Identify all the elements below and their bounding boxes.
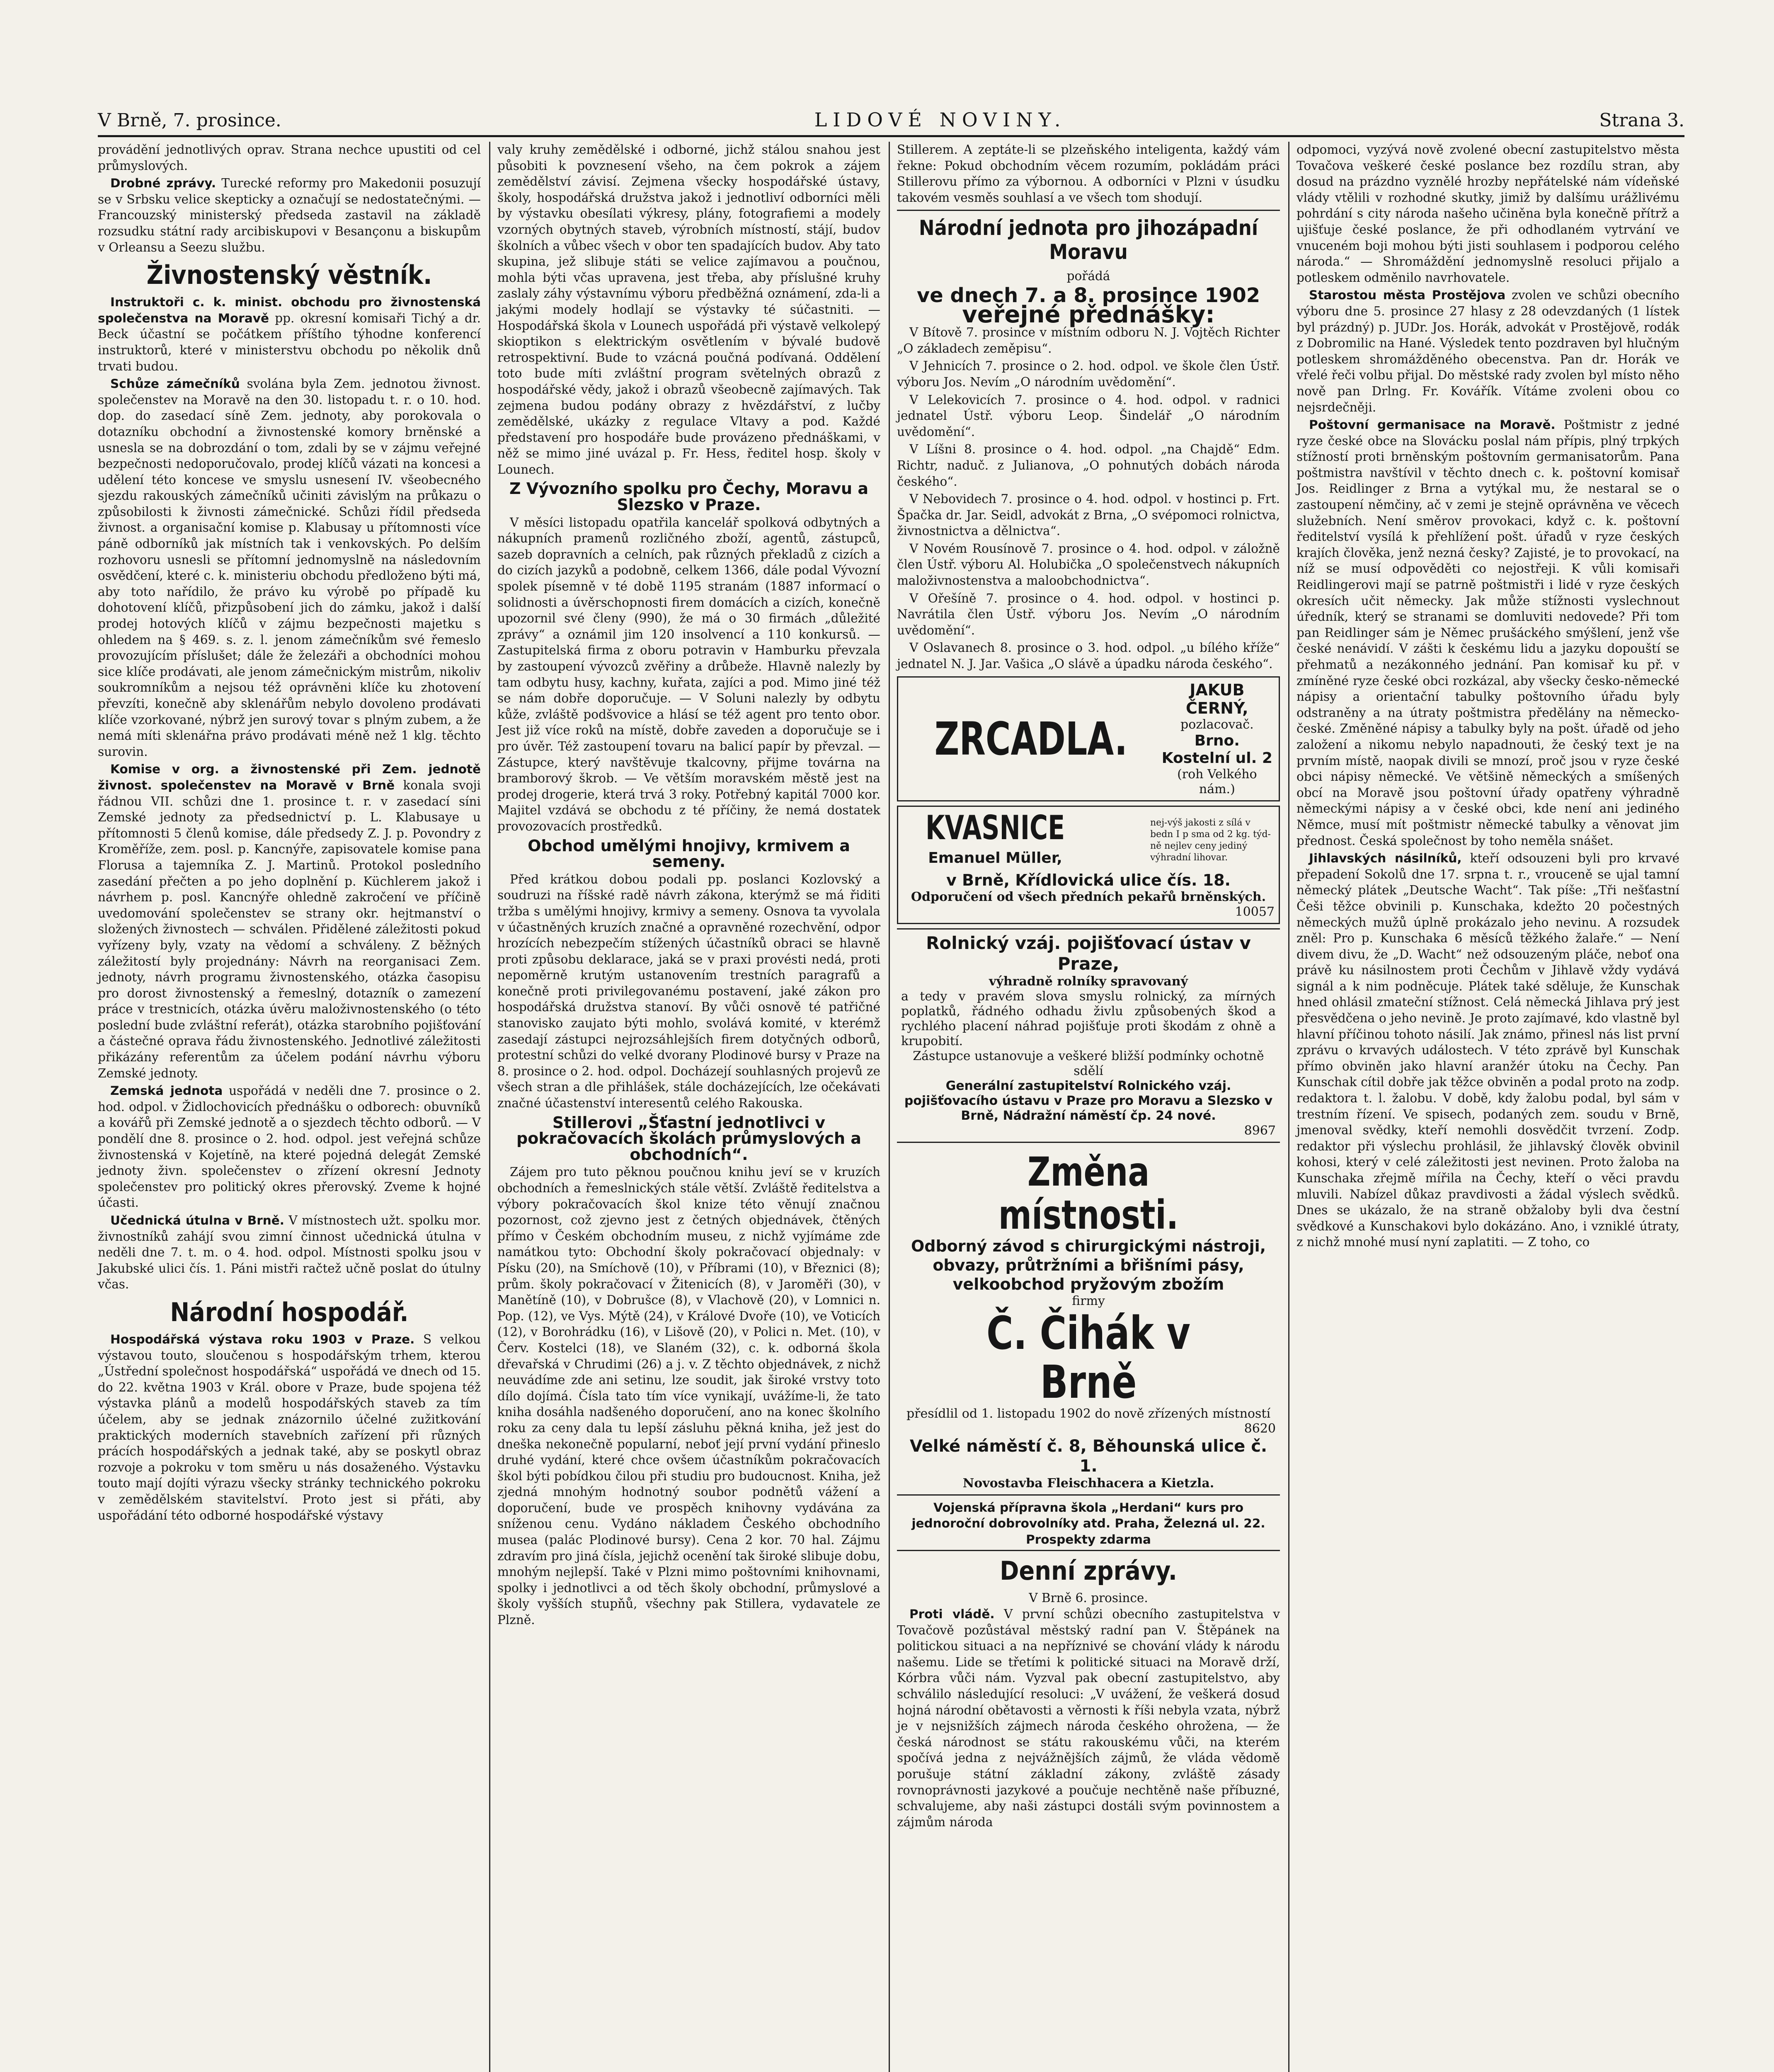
advert-relocation (897, 1147, 1280, 1496)
advert-yeast (897, 806, 1280, 924)
paragraph (98, 294, 481, 374)
paragraph-text: V místnostech užt. spolku mor. živnostníků zahájí svou zimní činnost učednická útulna v neděli dne 7. t. m. o 4. hod. odpol. Místnosti spolku jsou v Jakubské ulici čís. 1. Páni mistři račtež učně poslat do útulny včas. (98, 1213, 481, 1292)
paragraph (1297, 287, 1679, 415)
header-date: V Brně, 7. prosince. (98, 110, 281, 131)
notice-title: Národní jednota pro jihozápadní Moravu (919, 216, 1258, 264)
section-heading: Z Vývozního spolku pro Čechy, Moravu a Slezsko v Praze. (509, 479, 868, 514)
paragraph-text: Turecké reformy pro Makedonii posuzují se v Srbsku velice skepticky a označují se nedostatečnými. — Francouzský ministerský předseda zastavil na základě rozsudku státní rady arcibiskupovi v Besançonu a biskupům v Orleansu a Seezu službu. (98, 176, 481, 254)
advert-firm-label: firmy (1072, 1293, 1105, 1308)
paragraph (98, 761, 481, 1081)
masthead: LIDOVÉ NOVINY. (814, 109, 1066, 131)
advert-text: Zástupce ustanovuje a veškeré bližší podmínky ochotně sdělí (913, 1048, 1264, 1078)
paragraph: Zájem pro tuto pěknou poučnou knihu jeví se v kruzích obchodních a řemeslnických stále větší. Zvláště ředitelstva a výbory pokračovacích škol knize této věnují značnou pozornost, což zjevno jest z četných objednávek, čtěných přímo v Českém obchodním museu, z nichž vyjímáme zde namátkou tyto: Obchodní školy pokračovací objednaly: v Písku (20), na Smíchově (10), v Příbrami (10), v Březnici (8); prům. školy pokračovací v Žitenicích (8), v Jaroměři (30), v Manětíně (10), v Dobrušce (8), v Vlachově (20), v Lomnici n. Pop. (12), ve Vys. Mýtě (24), v Králové Dvoře (10), ve Voticích (12), v Borohrádku (16), v Lišově (20), v Polici n. Met. (10), v Červ. Kostelci (18), ve Slaném (32), c. k. odborná škola dřevařská v Chrudimi (26) a j. v. Z těchto objednávek, z nichž neuvádíme zde ani setinu, lze soudit, jak široké vrstvy toto dílo dojímá. Čísla tato tím více vynikají, uvážíme-li, že tato kniha dosáhla nadšeného doporučení, ano na konec školního roku za ceny dala tu lepší zásluhu pěkná kniha, jež jest do dneška nekonečně popularní, neboť její první vydání přineslo druhé vydání, které chce ovšem účastníkům pokračovacích škol býti pobídkou čilou při studiu pro budoucnost. Kniha, jež zjedná mnohým hodnotný soubor podnětů vážení a doporučení, bude ve prospěch knihovny vydávána za sníženou cenu. Vydáno nákladem Českého obchodního musea (palác Plodinové bursy). Cena 2 kor. 70 hal. Zájmu zdravím pro jiná čísla, jejichž ocenění tak široké slibuje dobu, mnohým nejlepší. Také v Plzni mimo poštovními knihovnami, spolky i jednotlivci a od těch školy obchodní, průmyslové a školy vyšších stupňů, všechny pak Stillera, vydavatele ze Plzně. (497, 1165, 880, 1627)
notice-lectures (897, 216, 1280, 328)
advert-headline: Změna místnosti. (998, 1148, 1179, 1238)
advert-note: (roh Velkého nám.) (1177, 767, 1257, 796)
paragraph-text: uspořádá v neděli dne 7. prosince o 2. hod. odpol. v Židlochovicích přednášku o odborech: obuvníků a kovářů při Zemské jednotě a o sjezdech těchto odborů. — V pondělí dne 8. prosince o 2. hod. odpol. jest veřejná schůze živnostenská v Kojetíně, na které pojedná delegát Zemské jednoty živn. společenstev o zřízení okresní Jednoty společenstev pro politický okres přerovský. Zveme k hojné účasti. (98, 1084, 481, 1210)
page-header (98, 100, 1684, 137)
paragraph: V Bítově 7. prosince v místním odboru N. J. Vojtěch Richter „O základech zeměpisu“. (897, 325, 1280, 356)
advert-name: Emanuel Müller, (928, 849, 1062, 867)
divider (897, 210, 1280, 211)
notice-dates: ve dnech 7. a 8. prosince 1902 (916, 283, 1260, 307)
section-heading: Obchod umělými hnojivy, krmivem a semeny. (528, 836, 850, 871)
column-rule (889, 142, 890, 2072)
paragraph-lead: Jihlavských násilníků, (1309, 851, 1462, 866)
paragraph: V Lelekovicích 7. prosince o 4. hod. odpol. v radnici jednatel Ústř. výboru Leop. Šindelář „O národním uvědomění“. (897, 392, 1280, 439)
paragraph: V Oslavanech 8. prosince o 3. hod. odpol. „u bílého kříže“ jednatel N. J. Jar. Vašica „O slávě a úpadku národa českého“. (897, 641, 1280, 671)
column-2 (497, 142, 880, 1630)
advert-text: přesídlil od 1. listopadu 1902 do nově zřízených místností (906, 1406, 1271, 1421)
paragraph (1297, 417, 1679, 849)
advert-building: Novostavba Fleischhacera a Kietzla. (962, 1476, 1214, 1491)
paragraph (98, 376, 481, 760)
paragraph: V Nebovidech 7. prosince o 4. hod. odpol. v hostinci p. Frt. Špačka dr. Jar. Seidl, advokát z Brna, „O svépomoci rolnictva, živnostnictva a dělnictva“. (897, 492, 1280, 538)
advert-address: Brno. Kostelní ul. 2 (1161, 732, 1272, 767)
paragraph-text: zvolen ve schůzi obecního výboru dne 5. prosince 27 hlasy z 28 odevzdaných (1 lístek byl prázdný) p. JUDr. Jos. Horák, advokát v Prostějově, rodák z Dobromilic na Hané. Výsledek tento pozdraven byl hlučným potleskem shromážděného obecenstva. Pan dr. Horák ve vřelé řeči volbu přijal. Do městské rady zvolen byl místo něho nově pan Drlng. Fr. Kovářík. Vítáme zvoleni obou co nejsrdečněji. (1297, 288, 1679, 414)
advert-headline: Rolnický vzáj. pojišťovací ústav v Praze, (926, 932, 1251, 974)
advert-subtitle: výhradně rolníky spravovaný (989, 974, 1188, 989)
paragraph-lead: Hospodářská výstava roku 1903 v Praze. (110, 1332, 415, 1346)
advert-number: 8620 (1244, 1421, 1276, 1436)
advert-address: v Brně, Křídlovická ulice čís. 18. (946, 871, 1231, 889)
paragraph: V Líšni 8. prosince o 4. hod. odpol. „na Chajdě“ Edm. Richtr, naduč. z Julianova, „O pohnutých dobách národa českého“. (897, 442, 1280, 489)
advert-firm-name: Č. Čihák v Brně (986, 1306, 1190, 1409)
paragraph (897, 1606, 1280, 1830)
paragraph-text: pp. okresní komisaři Tichý a dr. Beck účastní se počátkem příštího týhodne konferencí instruktorů, které v ministerstvu obchodu po několik dnů trvati budou. (98, 311, 481, 373)
paragraph-lead: Schůze zámečníků (110, 377, 240, 391)
paragraph-text: kteří odsouzeni byli pro krvavé přepadení Sokolů dne 17. srpna t. r., vrouceně se ujal tamní německý plátek „Deutsche Wacht“. Tak píše: „Tři nešťastní Češi těžce obvinili p. Kunschaka, kdežto 20 počestných německých mužů úplně prokázalo jeho nevinu. A rozsudek zněl: Pro p. Kunschaka 6 měsíců těžkého žalaře.“ — Není divem divu, že „D. Wacht“ než odsouzeným pláče, neboť ona právě ku násilnostem proti Čechům v Jihlavě vždy vydává signál a k nim podněcuje. Plátek také sděluje, že Kunschak hned ohlásil zmateční stížnost. Celá německá Jihlava prý jest přesvědčena o jeho nevině. Je proto zajímavé, kdo vlastně byl hlavní příčinou tohoto násilí. Jak známo, přinesl nás list první zprávu o krvavých událostech. V této zprávě byl Kunschak přímo obviněn jako hlavní aranžér útoku na Čechy. Pan Kunschak cítil dobře jak těžce obviněn a podal proto na zodp. redaktora t. l. žalobu. V době, kdy žalobu podal, byl sám v trestním řízení. Ve spisech, podaných zem. soudu v Brně, jmenoval svědky, kteří nemohli dosvědčit tvrzení. Zodp. redaktor při výslechu prohlásil, že jihlavský člověk obvinil kohosi, který v celé záležitosti jest nevinen. Proto žaloba na Kunschaka zřejmě mířila na Čechy, kteří o věci pravdu mluvili. Nabízel důkaz pravdivosti a žádal výslech svědků. Dnes se ukázalo, že na straně obžaloby byli dva čestní svědkové a Kunschakovi bylo dokázáno. Ano, i vzniklé útraty, z nichž mnohé musí nyní zaplatiti. — Z toho, co (1297, 851, 1679, 1249)
paragraph (98, 1213, 481, 1293)
paragraph: provádění jednotlivých oprav. Strana nechce upustiti od cel průmyslových. (98, 143, 481, 173)
advert-insurance (897, 928, 1280, 1143)
paragraph-lead: Instruktoři c. k. minist. obchodu pro živnostenská společenstva na Moravě (98, 295, 481, 325)
advert-text: nej-výš jakosti z sílá v bedn I p sma od 2 kg. týd-ně nejlev ceny jediný výhradní lihovar. (1150, 817, 1271, 863)
section-heading: Stillerovi „Šťastní jednotlivci v pokračovacích školách průmyslových a obchodních“. (516, 1113, 861, 1164)
paragraph (98, 1083, 481, 1211)
notice-subtitle: veřejné přednášky: (962, 301, 1215, 328)
advert-number: 8967 (1244, 1123, 1276, 1138)
section-heading: Denní zprávy. (1000, 1556, 1177, 1586)
advert-address: Velké náměstí č. 8, Běhounská ulice č. 1. (909, 1436, 1267, 1476)
paragraph-lead: Komise v org. a živnostenské při Zem. jednotě živnost. společenstev na Moravě v Brně (98, 762, 481, 792)
paragraph-text: Poštmistr z jedné ryze české obce na Slovácku poslal nám přípis, plný trpkých stížností proti brněnským poštovním germanisatorům. Pana poštmistra navštívil v těchto dnech c. k. poštovní komisař Jos. Reidlinger z Brna a vytýkal mu, že nestaral se o zastoupení němčiny, ač v zemi je stejně oprávněna ve věcech služebních. Není směrov provokaci, když c. k. poštovní ředitelství vysílá k přehlížení pošt. úřadů v ryze českých krajích člověka, jenž nezná česky? Zajisté, je to provokací, na níž se musí odpověděti co nejostřeji. K vůli komisaři Reidlingerovi mají se patrně poštmistři i lidé v ryze českých okresích učit německy. Jak může stížnosti vyslechnout úředník, který se stranami se domluviti nedovede? Při tom pan Reidlinger sám je Němec prušáckého smýšlení, jenž vše české nenávidí. V zášti k českému lidu a jazyku dopouští se přehmatů a nezákonného jednání. Pan komisař ku př. v zmíněné ryze české obci rozkázal, aby všecky česko-německé nápisy a orientační tabulky poštovního úřadu byly odstraněny a na útraty poštmistra předělány na německo-české. Změněné nápisy a tabulky byly na pošt. úřadě od jeho založení a nikomu nebylo napadnouti, že český text je na prvním místě, naopak divili se mnozí, proč jsou v ryze české obci nápisy německé. Ve většině německých a smíšených obcí na Moravě jsou poštovní úřady opatřeny výhradně německými nápisy a v české obci, kde není ani jediného Němce, musí mít poštmistr německé tabulky a věnovat jim přednost. Česká společnost by toho neměla snášet. (1297, 418, 1679, 848)
paragraph: valy kruhy zemědělské i odborné, jichž stálou snahou jest působiti k povznesení všeho, na čem pokrok a zájem zemědělství závisí. Zejmena všecky hospodářské ústavy, školy, hospodářská družstva jakož i jednotliví odborníci měli by výstavku obesílati výkresy, plány, fotografiemi a modely vzorných obytných staveb, výrobních místností, stájí, budov školních a vůbec všech v obor ten spadajících budov. Aby tato skupina, jež slibuje státi se velice zajímavou a poučnou, mohla býti včas upravena, jest třeba, aby příslušné kruhy zaslaly záhy výstavnímu výboru předběžná oznámení, zda-li a jakými modely hodlají se výstavky té súčastniti. — Hospodářská škola v Lounech uspořádá při výstavě velkolepý skioptikon s elektrickým osvětlením v bývalé budově retrospektivní. Bude to vzácná poučná podívaná. Oddělení toto bude míti zvláštní program světelných obrazů z hospodářské vědy, jakož i obrazů všeobecně zajímavých. Tak zejmena budou podány obrazy z hvězdářství, z lučby zemědělské, ukázky z regulace Vltavy a pod. Každé představení pro hospodáře bude provázeno přednáškami, v něž se mimo jiné uvázal p. Fr. Hess, ředitel hosp. školy v Lounech. (497, 143, 880, 477)
newspaper-page (98, 100, 1684, 2072)
paragraph: V Ořešíně 7. prosince o 4. hod. odpol. v hostinci p. Navrátila člen Ústř. výboru Jos. Nevím „O národním uvědomění“. (897, 591, 1280, 637)
paragraph-lead: Proti vládě. (909, 1607, 995, 1621)
paragraph-text: konala svoji řádnou VII. schůzi dne 1. prosince t. r. v zasedací síni Zemské jednoty za předsednictví p. L. Klabusaye u přítomnosti 5 členů komise, dále předsedy Z. J. p. Povondry z Kroměříže, zem. posl. p. Kancnýře, zapisovatele komise pana Florusa a tajemníka Z. J. Martinů. Protokol posledního zasedání přečten a po jeho doplnění p. Küchlerem jakož i návrhem p. posl. Kancnýře ohledně zakročení ve příčině uvedomování společenstev se strany okr. hejtmanství o složených živnostech — schválen. Přidělené záležitosti pokud vyřízeny byly, vzaty na vědomí a schváleny. Z běžných záležitostí byly projednány: Návrh na reorganisaci Zem. jednoty, návrh programu živnostenského, otázka časopisu pro dorost živnostenský a řemeslný, dotazník o zamezení práce v trestnicích, otázka úvěru maloživnostenského (o této poslední bude zvláštní referát), otázka starobního pojišťování a částečné oprava řádu živnostenského. Jednotlivé záležitosti přikázány referentům za účelem podání návrhu výboru Zemské jednoty. (98, 778, 481, 1080)
paragraph-lead: Drobné zprávy. (110, 176, 216, 191)
notice-pora: pořádá (1066, 269, 1110, 283)
advert-note: Odporučení od všech předních pekařů brněnských. (911, 889, 1266, 904)
advert-number: 10057 (1235, 904, 1275, 919)
column-4 (1297, 142, 1679, 1252)
paragraph: V Novém Rousínově 7. prosince o 4. hod. odpol. v záložně člen Ústř. výboru Al. Holubička „O společenstvech nákupních maloživnostenstva a maloobchodnictva“. (897, 541, 1280, 588)
paragraph: Před krátkou dobou podali pp. poslanci Kozlovský a soudruzi na říšské radě návrh zákona, kterýmž se má řiditi tržba s umělými hnojivy, krmivy a semeny. Osnova ta vyvolala v účastněných kruzích značné a opravněné rozechvění, odpor hrozících nebezpečím stížených účastníků obraci se hlavně proti způsobu deklarace, jaká se v praxi provésti nedá, proti nepoměrně krutým ustanovením trestních paragrafů a konečně proti privilegovanému postavení, jaké zákon pro hospodářská družstva stanoví. By vůči osnově té patřičné stanovisko zaujato býti mohlo, svolává komité, v kterémž zasedají zástupci nejrozsáhlejších firem dotyčných odborů, protestní schůzi do velké dvorany Plodinové bursy v Praze na 8. prosince o 2. hod. odpol. Docházejí souhlasných projevů ze všech stran a dle přihlášek, stále docházejících, lze očekávati značné účastenství interesentů celého Rakouska. (497, 872, 880, 1111)
advert-text: Odborný závod s chirurgickými nástroji, obvazy, průtržními a břišními pásy, velkoobchod pryžovým zbožím (911, 1237, 1266, 1293)
section-heading: Národní hospodář. (170, 1297, 409, 1327)
advert-agency: Generální zastupitelství Rolnického vzáj. pojišťovacího ústavu v Praze pro Moravu a Slezsko v Brně, Nádražní náměstí čp. 24 nové. (904, 1078, 1273, 1123)
advert-mirrors (897, 676, 1280, 801)
paragraph-lead: Starostou města Prostějova (1309, 288, 1506, 303)
section-heading: Živnostenský věstník. (146, 260, 432, 290)
advert-name: JAKUB ČERNÝ, (1186, 680, 1248, 717)
paragraph (98, 1331, 481, 1523)
paragraph-text: svolána byla Zem. jednotou živnost. společenstev na Moravě na den 30. listopadu t. r. o 10. hod. dop. do zasedací síně Zem. jednoty, aby porokovala o dotazníku obchodní a živnostenské komory brněnské a usnesla se na dobrozdání o tom, zdali by se v zájmu veřejné bezpečnosti nedoporučovalo, prodej klíčů vázati na koncesi a udělení této koncese ve smyslu usnesení IV. všeobecného sjezdu rakouských zámečníků učiniti závislým na průkazu o způsobilosti k živnosti zámečnické. Schůzi řídil předseda živnost. a organisační komise p. Klabusay u přítomnosti více páně odborníků jak místních tak i venkovských. Po delším rozhovoru usnesli se přítomní jednomyslně na následovním osvědčení, které c. k. ministeriu obchodu předloženo býti má, aby toto nařídilo, že právo ku výrobě po případě ku dohotovení klíčů, přizpůsobení jich do zámku, jakož i další prodej hotových klíčů v zájmu bezpečnosti majetku s ohledem na § 469. s. z. l. jenom zámečníkům své řemeslo provozujícím příslušet; dále že železáři a obchodníci mohou sice klíče prodávati, ale jenom zámečnickým mistrům, nikoliv soukromníkům a nejsou též oprávněni klíče ku zhotovení převzíti, konečně aby sklenářům nebylo dovoleno prodávati klíče vzorkované, nýbrž jen surový tovar s plným zubem, a že nemá míti sklenářna právo prodávati méně než 1 klg. těchto surovin. (98, 377, 481, 759)
advert-headline: ZRCADLA. (934, 712, 1128, 765)
column-1 (98, 142, 481, 1525)
paragraph (98, 175, 481, 255)
paragraph-lead: Učednická útulna v Brně. (110, 1213, 284, 1227)
column-rule (1288, 142, 1289, 2072)
advert-headline: KVASNICE (926, 808, 1065, 847)
advert-text: a tedy v pravém slova smyslu rolnický, za mírných poplatků, řádného odhadu živlu způsobených škod a rychlého placení náhrad pojišťuje proti škodám z ohně a krupobití. (901, 989, 1276, 1048)
paragraph: V měsíci listopadu opatřila kancelář spolková odbytných a nákupních pramenů rozličného zboží, agentů, zástupců, sazeb dopravních a celních, pak různých překladů z cizích a do cizích jazyků a podobně, celkem 1366, dále podal Vývozní spolek písemně v té době 1195 stranám (1887 informací o solidnosti a úvěrschopnosti firem domácích a cizích, konečně upozornil své členy (990), že má o 30 firmách „důležité zprávy“ a oznámil jim 120 insolvencí a 110 konkursů. — Zastupitelská firma z oboru potravin v Hamburku převzala by zastoupení vývozců zvěřiny a drůbeže. Hlavně nalezly by tam odbytu husy, kachny, kuřata, zajíci a pod. Mimo jiné též se nám dobře doporučuje. — V Soluni nalezly by odbytu kůže, zvláště podšvovice a hlásí se též agent pro tento obor. Jest již více roků na místě, dobře zaveden a doporučuje se i pro úvěr. Též zastoupení tovaru na balicí papír by převzal. — Zástupce, který navštěvuje tkalcovny, přijme továrna na bramborový škrob. — Ve větším moravském městě jest na prodej drogerie, která trvá 3 roky. Potřebný kapitál 7000 kor. Majitel vzdává se obchodu z té příčiny, že nemá dostatek provozovacích prostředků. (497, 515, 880, 833)
column-3 (897, 142, 1280, 1832)
paragraph-text: S velkou výstavou touto, sloučenou s hospodářským trhem, kterou „Ústřední společnost hospodářská“ uspořádá ve dnech od 15. do 22. května 1903 v Král. obore v Praze, bude spojena též výstavka plánů a modelů hospodářských staveb za tím účelem, aby se jednak znázornilo účelné zužitkování praktických moderních stavebních zařízení při různých prácích hospodářských a jednak také, aby se poskytl obraz rozvoje a pokroku v tom směru u nás dosaženého. Výstavku touto mají dojíti výrazu všecky stránky technického pokroku v zemědělském stavitelství. Proto jest si přáti, aby uspořádání této odborné hospodářské výstavy (98, 1332, 481, 1523)
paragraph-lead: Poštovní germanisace na Moravě. (1309, 418, 1556, 432)
paragraph-text: V první schůzi obecního zastupitelstva v Tovačově pozůstával městský radní pan V. Štěpánek na politickou situaci a na nepříznivé se chování vlády k národu našemu. Lide se třetími k politické situaci na Moravě drží, Kórbra vůči nám. Vyzval pak obecní zastupitelstvo, aby schválilo následující resoluci: „V uvážení, že veškerá dosud hojná národní obětavosti a věrnosti k říši nebyla vzata, nýbrž je v nejsnižších zájmech národa českého ohrožena, — že česká národnost se státu rakouskému vůči, na kterém spočívá jedna z nejvážnějších zájmů, že vláda vědomě porušuje státní základní zákony, zvláště zásady rovnoprávnosti jazykové a poučuje nechtěně naše příbuzné, schvalujeme, aby naši zástupci dostáli svým povinnostem a zájmům národa (897, 1607, 1280, 1829)
column-rule (489, 142, 490, 2072)
paragraph: Stillerem. A zeptáte-li se plzeňského inteligenta, každý vám řekne: Pokud obchodním věcem rozumím, pokládám práci Stillerovu přímo za výbornou. A odborníci v Plzni v úsudku takovém vesměs souhlasí a ve všech tom shodují. (897, 143, 1280, 205)
paragraph (1297, 850, 1679, 1250)
paragraph: odpomoci, vyzývá nově zvolené obecní zastupitelstvo města Tovačova veškeré české poslance bez rozdílu stran, aby dosud na prázdno vyznělé hrozby nepřátelské nám vídeňské vlády vtělili v rozhodné skutky, jimiž by dalšímu urážlivému pohrdání s city národa našeho učiněna byla konečně přítrž a ujišťuje české poslance, že při odhodlaném vytrvání ve vnuceném boji mohou býti jisti souhlasem i podporou celého národa.“ — Shromáždění jednomyslně resoluci přijalo a potleskem odměnilo navrhovatele. (1297, 143, 1679, 285)
dateline: V Brně 6. prosince. (1029, 1591, 1148, 1605)
paragraph-lead: Zemská jednota (110, 1084, 223, 1098)
advert-school: Vojenská přípravna škola „Herdani“ kurs pro jednoroční dobrovolníky atd. Praha, Železná ul. 22. Prospekty zdarma (897, 1500, 1280, 1552)
advert-role: pozlacovač. (1180, 717, 1254, 732)
page-number: Strana 3. (1599, 110, 1684, 131)
paragraph: V Jehnicích 7. prosince o 2. hod. odpol. ve škole člen Ústř. výboru Jos. Nevím „O národním uvědomění“. (897, 359, 1280, 389)
